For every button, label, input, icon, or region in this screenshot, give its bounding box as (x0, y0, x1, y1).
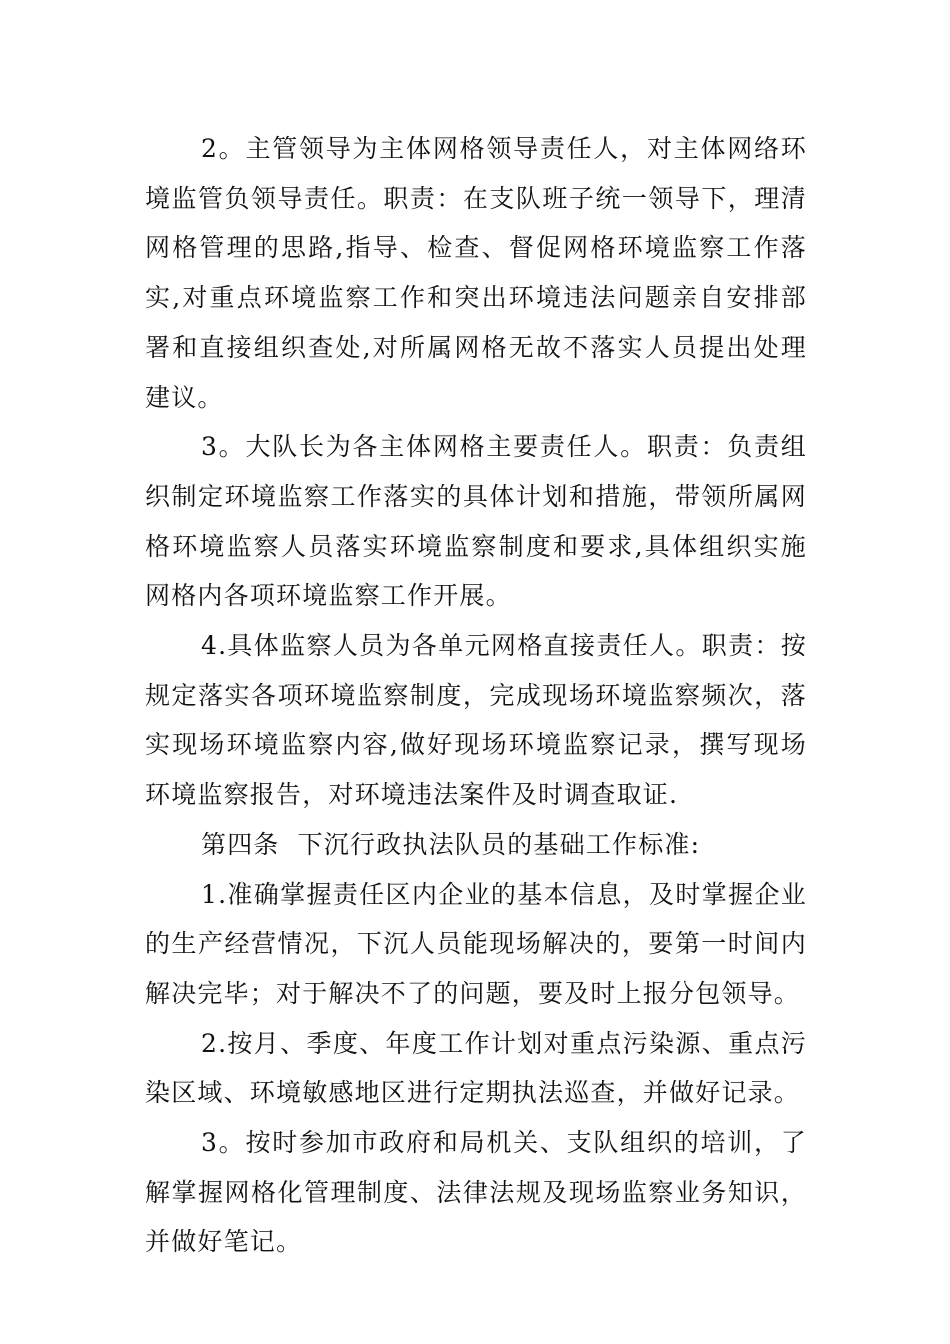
paragraph-text: 2.按月、季度、年度工作计划对重点污染源、重点污染区域、环境敏感地区进行定期执法巡查，并做好记录。 (145, 1028, 807, 1108)
standard-item-2 (145, 1019, 807, 1118)
paragraph-item-4 (145, 621, 807, 820)
paragraph-text: 2。主管领导为主体网格领导责任人，对主体网络环境监管负领导责任。职责：在支队班子统一领导下，理清网格管理的思路,指导、检查、督促网格环境监察工作落实,对重点环境监察工作和突出环境违法问题亲自安排部署和直接组织查处,对所属网格无故不落实人员提出处理建议。 (145, 134, 807, 412)
article-title: 下沉行政执法队员的基础工作标准: (297, 829, 701, 859)
paragraph-text: 4.具体监察人员为各单元网格直接责任人。职责：按规定落实各项环境监察制度，完成现场环境监察频次，落实现场环境监察内容,做好现场环境监察记录，撰写现场环境监察报告，对环境违法案件及时调查取证. (145, 631, 807, 810)
article-heading: 第四条 (201, 829, 280, 859)
paragraph-item-3 (145, 422, 807, 621)
paragraph-text: 1.准确掌握责任区内企业的基本信息，及时掌握企业的生产经营情况，下沉人员能现场解决的，要第一时间内解决完毕；对于解决不了的问题，要及时上报分包领导。 (145, 879, 807, 1008)
paragraph-text: 3。按时参加市政府和局机关、支队组织的培训，了解掌握网格化管理制度、法律法规及现场监察业务知识，并做好笔记。 (145, 1128, 807, 1257)
document-body (145, 124, 807, 1267)
paragraph-item-2 (145, 124, 807, 422)
standard-item-1 (145, 870, 807, 1019)
standard-item-3 (145, 1118, 807, 1267)
article-four (145, 820, 807, 870)
paragraph-text: 3。大队长为各主体网格主要责任人。职责：负责组织制定环境监察工作落实的具体计划和措施，带领所属网格环境监察人员落实环境监察制度和要求,具体组织实施网格内各项环境监察工作开展。 (145, 432, 807, 611)
